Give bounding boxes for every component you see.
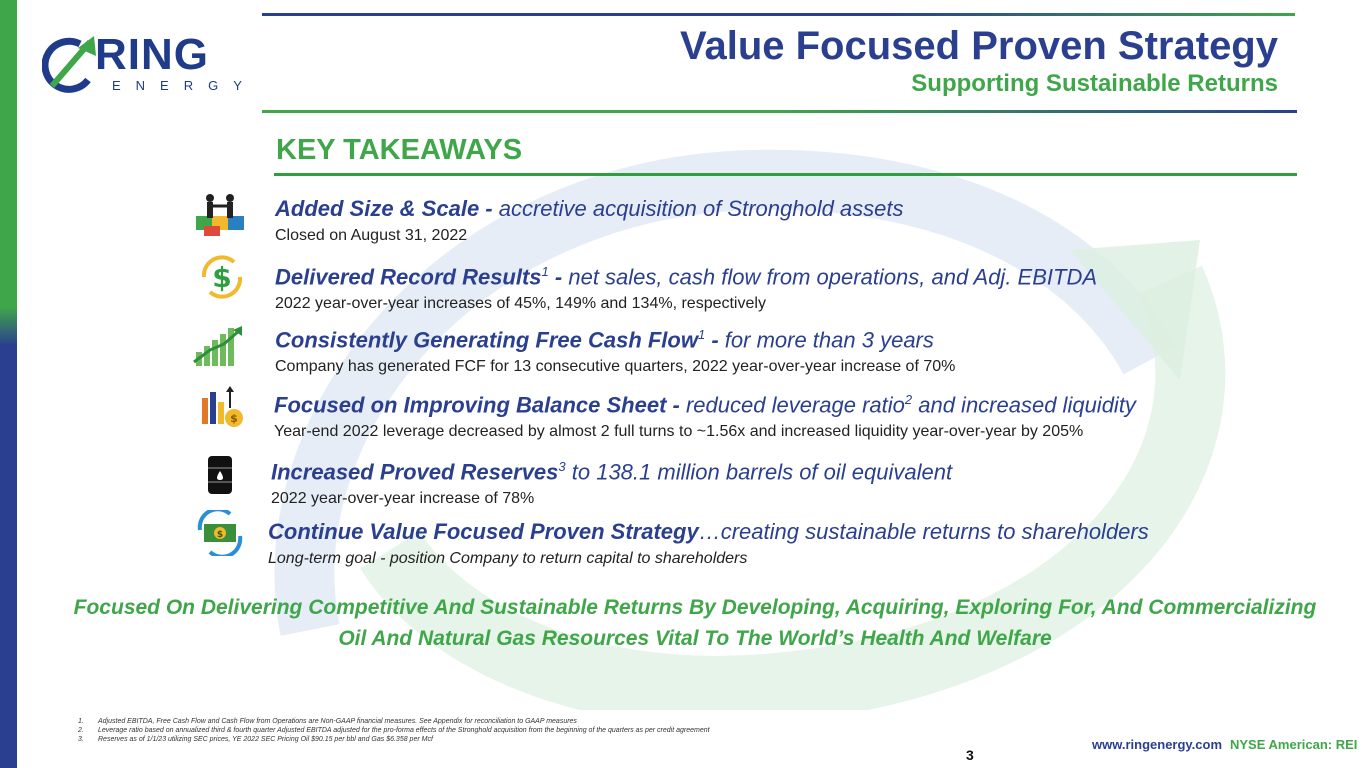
takeaway-4-detail: Year-end 2022 leverage decreased by almost 2 full turns to ~1.56x and increased liquidity year-over-year by 205% — [274, 423, 1084, 441]
left-accent-bar — [0, 0, 17, 768]
footnote-1-text: Adjusted EBITDA, Free Cash Flow and Cash Flow from Operations are Non-GAAP financial measures. See Appendix for reconciliation to GAAP measures — [98, 718, 577, 725]
takeaway-6-detail: Long-term goal - position Company to return capital to shareholders — [268, 550, 748, 567]
svg-text:$: $ — [216, 530, 224, 540]
footnote-2-number: 2. — [78, 727, 84, 734]
website-link[interactable]: www.ringenergy.com — [1092, 737, 1223, 752]
oil-barrel-icon — [192, 452, 248, 498]
takeaway-4-heading-rest-a: reduced leverage ratio — [679, 392, 905, 418]
footnote-3-text: Reserves as of 1/1/23 utilizing SEC prices, YE 2022 SEC Pricing Oil $90.15 per bbl and Gas $6.358 per Mcf — [98, 736, 433, 743]
page-number: 3 — [966, 747, 974, 763]
takeaway-item-1 — [275, 195, 904, 247]
takeaway-4-heading: Focused on Improving Balance Sheet - — [274, 392, 680, 418]
footnote-3-number: 3. — [78, 736, 84, 743]
footnotes — [78, 717, 738, 744]
takeaway-2-detail: 2022 year-over-year increases of 45%, 149% and 134%, respectively — [275, 295, 766, 313]
takeaway-3-dash: - — [705, 327, 719, 353]
takeaway-item-2 — [275, 258, 1097, 315]
takeaway-3-detail: Company has generated FCF for 13 consecutive quarters, 2022 year-over-year increase of 70% — [275, 358, 956, 376]
header-top-rule — [262, 13, 1295, 16]
takeaway-6-heading-rest: …creating sustainable returns to shareholders — [698, 519, 1149, 544]
takeaway-item-4 — [274, 386, 1136, 443]
takeaway-3-heading-rest: for more than 3 years — [718, 327, 934, 353]
takeaway-1-heading-rest: accretive acquisition of Stronghold assets — [492, 196, 904, 221]
footnote-2-text: Leverage ratio based on annualized third & fourth quarter Adjusted EBITDA adjusted for the pro-forma effects of the Stronghold acquisition from the beginning of the quarters as per credit agreement — [98, 727, 710, 734]
takeaway-1-detail: Closed on August 31, 2022 — [275, 227, 468, 244]
logo-wordmark: RING — [95, 30, 209, 79]
footnote-ref-1b: 1 — [697, 327, 706, 342]
section-rule — [274, 173, 1297, 176]
footnote-ref-3: 3 — [558, 459, 566, 474]
takeaway-1-heading: Added Size & Scale - — [275, 196, 493, 221]
balance-sheet-icon — [196, 384, 252, 430]
growth-bars-icon — [190, 322, 246, 368]
takeaway-2-heading-rest: net sales, cash flow from operations, and Adj. EBITDA — [562, 264, 1098, 290]
svg-text:$: $ — [212, 261, 232, 294]
footnote-ref-1: 1 — [541, 264, 549, 279]
page-subtitle: Supporting Sustainable Returns — [911, 70, 1278, 97]
footnote-2 — [78, 726, 738, 735]
ticker-label: NYSE American: REI — [1230, 737, 1358, 752]
closing-statement: Focused On Delivering Competitive And Sustainable Returns By Developing, Acquiring, Exploring For, And Commercializing Oil And Natural Gas Resources Vital To The World’s Health And Welfare — [73, 596, 1317, 650]
footnote-1-number: 1. — [78, 718, 84, 725]
page-title: Value Focused Proven Strategy — [680, 24, 1278, 68]
takeaway-item-6 — [268, 518, 1149, 570]
takeaway-4-heading-rest: and increased liquidity — [912, 392, 1136, 418]
takeaway-5-detail: 2022 year-over-year increase of 78% — [271, 490, 535, 508]
footnote-1 — [78, 717, 738, 726]
takeaway-item-3 — [275, 321, 955, 378]
ring-logo-icon — [42, 34, 102, 94]
takeaway-2-heading: Delivered Record Results — [275, 264, 542, 290]
takeaway-2-dash: - — [548, 264, 563, 290]
svg-text:$: $ — [230, 412, 238, 425]
takeaway-5-heading: Increased Proved Reserves — [271, 459, 559, 485]
takeaway-item-5 — [271, 453, 952, 510]
cash-cycle-icon — [192, 510, 248, 556]
logo-subtext: ENERGY — [112, 78, 257, 93]
takeaway-5-heading-rest: to 138.1 million barrels of oil equivalent — [565, 459, 953, 485]
handshake-puzzle-icon — [192, 192, 248, 238]
dollar-cycle-icon — [194, 254, 250, 300]
footnote-3 — [78, 735, 738, 744]
footnote-ref-2: 2 — [904, 392, 913, 407]
section-title: KEY TAKEAWAYS — [276, 134, 523, 166]
takeaway-3-heading: Consistently Generating Free Cash Flow — [275, 327, 698, 353]
header-bottom-rule — [262, 110, 1297, 113]
takeaway-6-heading: Continue Value Focused Proven Strategy — [268, 519, 699, 544]
